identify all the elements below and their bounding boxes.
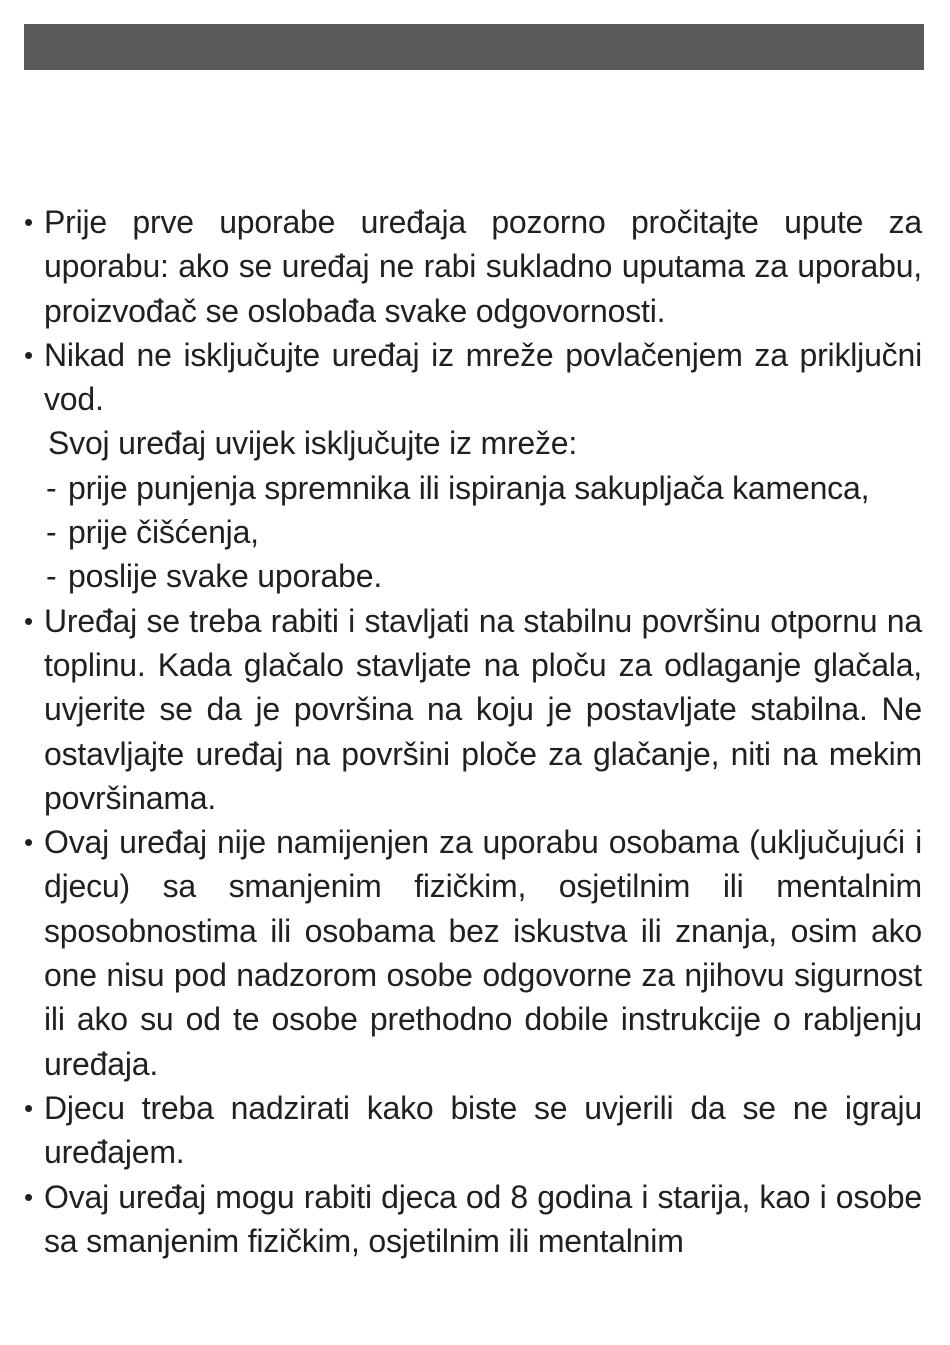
sub-item-3 [24,554,922,598]
bullet-marker: • [24,339,33,370]
dash-marker: - [46,469,57,506]
bullet-marker: • [24,605,33,636]
bullet-text: Ovaj uređaj mogu rabiti djeca od 8 godina i starija, kao i osobe sa smanjenim fizičkim, osjetilnim ili mentalnim [44,1178,922,1259]
bullet-marker: • [24,827,33,858]
bullet-marker: • [24,1181,33,1212]
bullet-text: Nikad ne isključujte uređaj iz mreže povlačenjem za priključni vod. [44,336,922,418]
unplug-note: Svoj uređaj uvijek isključujte iz mreže: [48,425,578,462]
bullet-text: Prije prve uporabe uređaja pozorno pročitajte upute za uporabu: ako se uređaj ne rabi sukladno uputama za uporabu, proizvođač se oslobađa svake odgovornosti. [44,204,922,329]
sub-item-text: prije čišćenja, [68,514,259,551]
bullet-text: Djecu treba nadzirati kako biste se uvjerili da se ne igraju uređajem. [44,1089,922,1171]
header-bar [24,24,924,70]
bullet-marker: • [24,207,33,237]
safety-instructions [24,200,922,1263]
sub-item-text: poslije svake uporabe. [68,558,383,595]
bullet-item-4 [24,820,922,1086]
bullet-item-6 [24,1175,922,1264]
bullet-marker: • [24,1092,33,1123]
sub-item-1 [24,466,922,510]
dash-marker: - [46,514,57,551]
bullet-text: Uređaj se treba rabiti i stavljati na stabilnu površinu otpornu na toplinu. Kada glačalo stavljate na ploču za odlaganje glačala, uvjerite se da je površina na koju je postavljate stabilna. Ne ostavljajte uređaj na površini ploče za glačanje, niti na mekim površinama. [44,602,922,816]
bullet-item-2 [24,333,922,422]
sub-item-2 [24,510,922,554]
bullet-text: Ovaj uređaj nije namijenjen za uporabu osobama (uključujući i djecu) sa smanjenim fizičkim, osjetilnim ili mentalnim sposobnostima ili osobama bez iskustva ili znanja, osim ako one nisu pod nadzorom osobe odgovorne za njihovu sigurnost ili ako su od te osobe prethodno dobile instrukcije o rabljenju uređaja. [44,824,922,1082]
bullet-item-5 [24,1086,922,1175]
bullet-item-3 [24,599,922,820]
dash-marker: - [46,558,57,595]
sub-item-text: prije punjenja spremnika ili ispiranja sakupljača kamenca, [68,469,870,506]
bullet-item-1 [24,200,922,333]
